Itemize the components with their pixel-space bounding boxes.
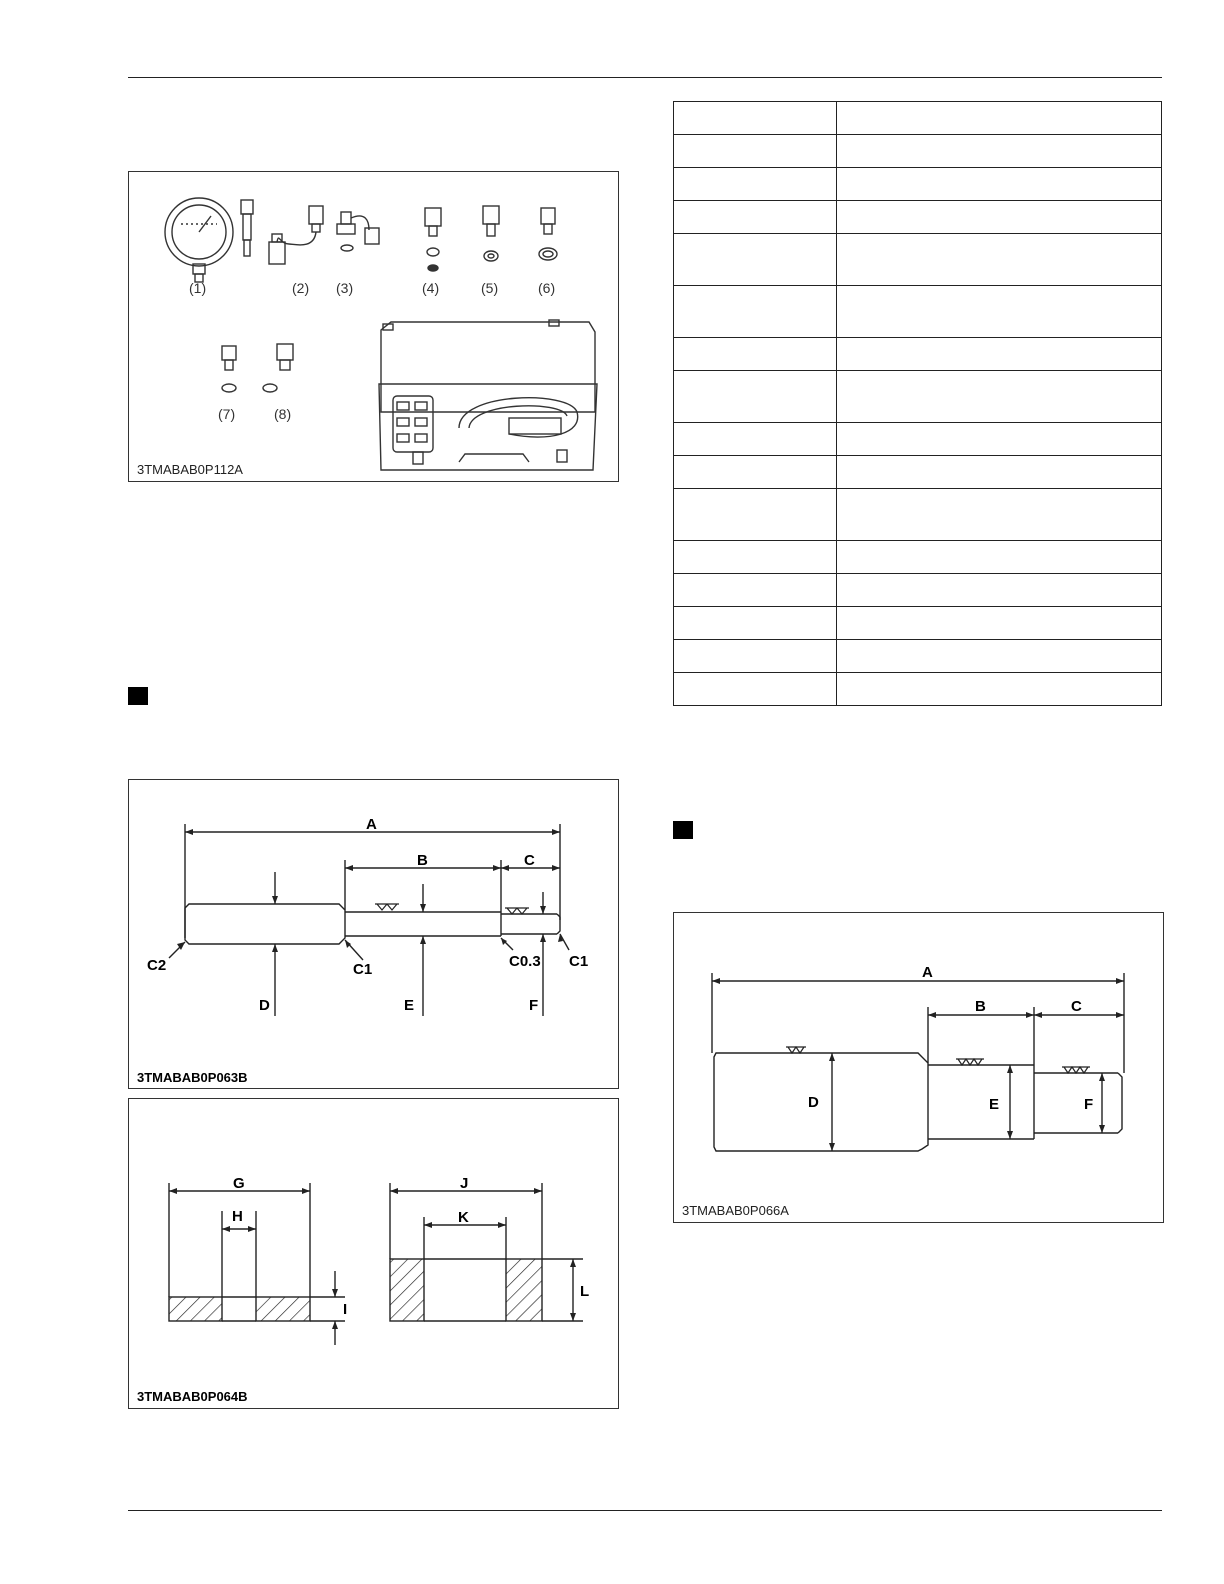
table-row bbox=[674, 640, 1162, 673]
adaptor-3-icon bbox=[337, 212, 379, 251]
chamfer-label-c1-mid: C1 bbox=[353, 961, 373, 978]
table-row bbox=[674, 541, 1162, 574]
dim-label-g: G bbox=[233, 1175, 245, 1192]
table-row bbox=[674, 201, 1162, 234]
adaptor-5-icon bbox=[483, 206, 499, 261]
tester-kit-illustration bbox=[129, 172, 620, 483]
figure-code: 3TMABAB0P063B bbox=[137, 1070, 248, 1085]
part-label-6: (6) bbox=[538, 280, 556, 296]
dim-label-d: D bbox=[808, 1094, 819, 1111]
section-bullet bbox=[128, 687, 148, 705]
header-rule bbox=[128, 77, 1162, 78]
table-row bbox=[674, 168, 1162, 201]
figure-code: 3TMABAB0P066A bbox=[682, 1203, 789, 1218]
footer-rule bbox=[128, 1510, 1162, 1511]
table-row bbox=[674, 338, 1162, 371]
dim-label-l: L bbox=[580, 1283, 590, 1300]
table-row bbox=[674, 234, 1162, 286]
part-label-1: (1) bbox=[189, 280, 207, 296]
part-label-2: (2) bbox=[292, 280, 310, 296]
adaptor-7-icon bbox=[222, 346, 236, 392]
tester-kit-figure bbox=[128, 171, 619, 482]
chamfer-label-c03: C0.3 bbox=[509, 953, 541, 970]
section-bullet bbox=[673, 821, 693, 839]
table-row bbox=[674, 286, 1162, 338]
table-row bbox=[674, 456, 1162, 489]
dim-label-e: E bbox=[404, 997, 415, 1014]
dim-label-i: I bbox=[343, 1301, 348, 1318]
chamfer-label-c2: C2 bbox=[147, 957, 167, 974]
dim-label-c: C bbox=[524, 852, 535, 869]
table-row bbox=[674, 673, 1162, 706]
stepped-shaft-drawing bbox=[674, 913, 1165, 1224]
part-label-5: (5) bbox=[481, 280, 499, 296]
dim-label-j: J bbox=[460, 1175, 469, 1192]
dim-label-a: A bbox=[922, 964, 933, 981]
table-row bbox=[674, 371, 1162, 423]
dim-label-b: B bbox=[417, 852, 428, 869]
collar-dimension-figure bbox=[128, 1098, 619, 1409]
figure-code: 3TMABAB0P064B bbox=[137, 1389, 248, 1404]
dim-label-e: E bbox=[989, 1096, 1000, 1113]
dim-label-c: C bbox=[1071, 998, 1082, 1015]
adaptor-6-icon bbox=[539, 208, 557, 260]
table-row bbox=[674, 574, 1162, 607]
table-row bbox=[674, 102, 1162, 135]
table-row bbox=[674, 135, 1162, 168]
chamfer-label-c1-end: C1 bbox=[569, 953, 589, 970]
shaft-dimension-figure bbox=[128, 779, 619, 1089]
part-label-7: (7) bbox=[218, 406, 236, 422]
shaft-drawing bbox=[129, 780, 620, 1090]
specification-table bbox=[673, 101, 1162, 706]
pressure-gauge-icon bbox=[165, 198, 253, 282]
stepped-shaft-figure bbox=[673, 912, 1164, 1223]
part-label-4: (4) bbox=[422, 280, 440, 296]
dim-label-b: B bbox=[975, 998, 986, 1015]
dim-label-a: A bbox=[366, 816, 377, 833]
table-row bbox=[674, 423, 1162, 456]
collar-drawing bbox=[129, 1099, 620, 1410]
hose-adaptor-icon bbox=[269, 206, 323, 264]
table-row bbox=[674, 607, 1162, 640]
dim-label-d: D bbox=[259, 997, 270, 1014]
adaptor-4-icon bbox=[425, 208, 441, 271]
adaptor-8-icon bbox=[263, 344, 293, 392]
dim-label-h: H bbox=[232, 1208, 243, 1225]
figure-code: 3TMABAB0P112A bbox=[137, 462, 243, 477]
dim-label-f: F bbox=[1084, 1096, 1094, 1113]
dim-label-k: K bbox=[458, 1209, 469, 1226]
part-label-8: (8) bbox=[274, 406, 292, 422]
carrying-case-icon bbox=[379, 320, 597, 470]
table-row bbox=[674, 489, 1162, 541]
part-label-3: (3) bbox=[336, 280, 354, 296]
dim-label-f: F bbox=[529, 997, 539, 1014]
